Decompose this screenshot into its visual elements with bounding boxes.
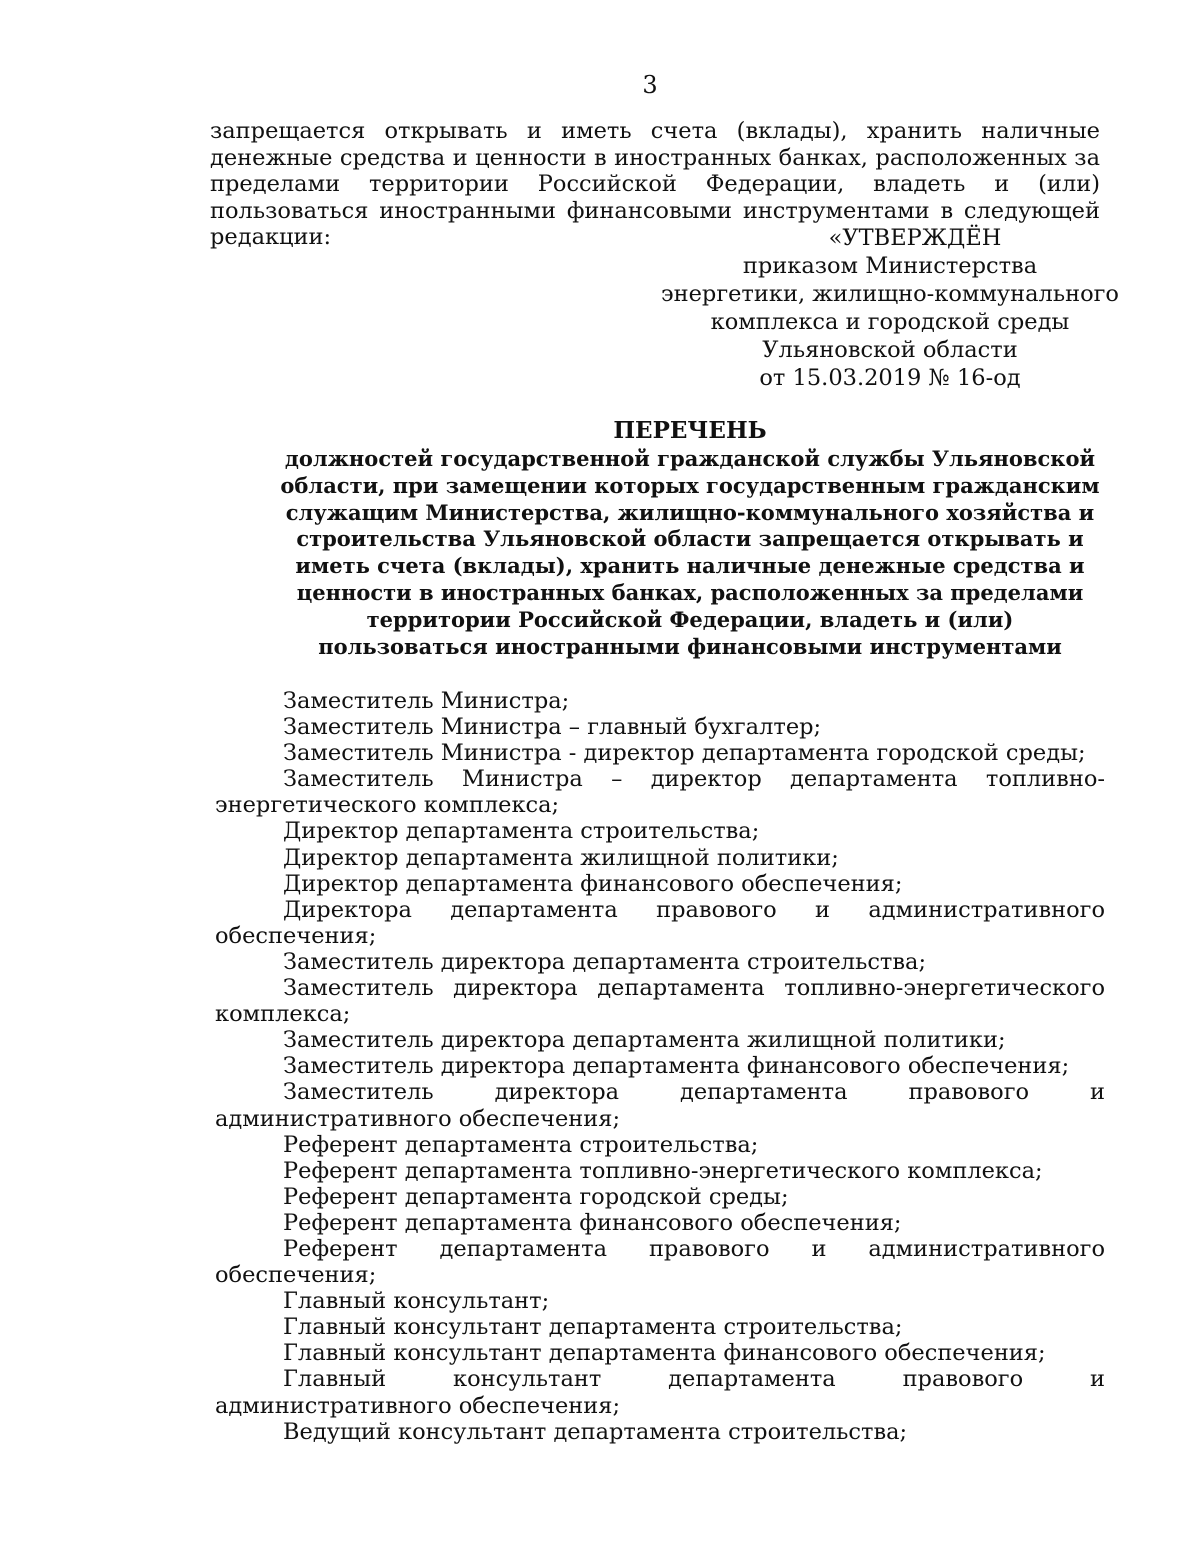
list-item: Заместитель директора департамента топливно-энергетического комплекса; [215, 975, 1105, 1028]
list-item: Заместитель Министра - директор департамента городской среды; [283, 740, 1086, 767]
document-heading: ПЕРЕЧЕНЬ [613, 417, 767, 444]
approval-line: комплекса и городской среды [710, 309, 1070, 335]
document-subheading: должностей государственной гражданской службы Ульяновской области, при замещении которых государственным гражданским служащим Министерства, жилищно-коммунального хозяйства и строительства Ульяновской области запрещается открывать и иметь счета (вклады), хранить наличные денежные средства и ценности в иностранных банках, расположенных за пределами территории Российской Федерации, владеть и (или) пользоваться иностранными финансовыми инструментами [280, 446, 1100, 659]
approval-stamp [620, 224, 1160, 392]
list-item: Главный консультант департамента финансового обеспечения; [283, 1340, 1046, 1367]
approval-line: от 15.03.2019 № 16-од [759, 365, 1021, 391]
list-item: Директор департамента строительства; [283, 818, 760, 845]
approval-line: приказом Министерства [742, 253, 1038, 279]
list-item: Ведущий консультант департамента строительства; [283, 1418, 908, 1445]
list-item: Референт департамента правового и административного обеспечения; [215, 1235, 1105, 1289]
list-item: Референт департамента финансового обеспечения; [283, 1209, 902, 1236]
list-item: Заместитель Министра; [283, 688, 570, 714]
list-item: Референт департамента топливно-энергетического комплекса; [283, 1157, 1043, 1184]
approval-line: Ульяновской области [762, 337, 1018, 363]
list-item: Заместитель директора департамента строительства; [283, 948, 927, 975]
list-item: Главный консультант департамента правового и административного обеспечения; [215, 1366, 1105, 1419]
positions-list [215, 688, 1105, 1445]
list-item: Заместитель Министра – главный бухгалтер; [283, 714, 822, 741]
list-item: Референт департамента городской среды; [283, 1183, 789, 1210]
list-item: Директор департамента жилищной политики; [283, 844, 839, 871]
list-item: Главный консультант; [283, 1288, 550, 1315]
list-item: Референт департамента строительства; [283, 1131, 759, 1158]
list-item: Заместитель директора департамента жилищной политики; [283, 1027, 1006, 1054]
approval-title: «УТВЕРЖДЁН [828, 225, 1002, 251]
intro-paragraph: запрещается открывать и иметь счета (вклады), хранить наличные денежные средства и ценности в иностранных банках, расположенных за пределами территории Российской Федерации, владеть и (или) пользоваться иностранными финансовыми инструментами в следующей редакции: [210, 118, 1100, 250]
list-item: Директор департамента финансового обеспечения; [283, 870, 903, 897]
list-item: Заместитель директора департамента правового и административного обеспечения; [215, 1079, 1105, 1132]
list-item: Заместитель Министра – директор департамента топливно-энергетического комплекса; [215, 766, 1105, 819]
list-item: Главный консультант департамента строительства; [283, 1314, 903, 1341]
approval-line: энергетики, жилищно-коммунального [661, 281, 1119, 307]
list-item: Директора департамента правового и административного обеспечения; [215, 896, 1105, 949]
page-number: 3 [642, 71, 658, 99]
list-item: Заместитель директора департамента финансового обеспечения; [283, 1053, 1070, 1080]
